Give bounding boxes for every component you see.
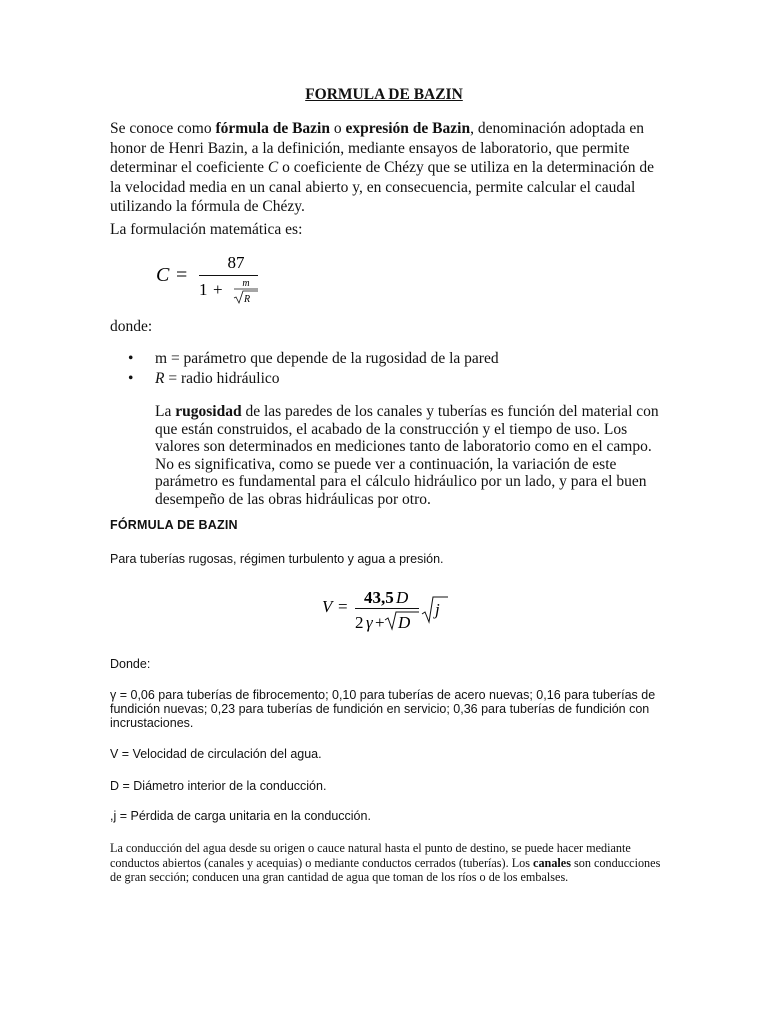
list-item: • R = radio hidráulico [128, 369, 280, 387]
formula-numerator: 87 [227, 253, 245, 272]
formula-plus: + [213, 280, 223, 299]
formula-r: R [244, 294, 251, 305]
formula-plus: + [375, 613, 385, 632]
gamma-symbol: γ [110, 688, 117, 702]
formula-d: D [398, 613, 411, 632]
bullet-icon: • [128, 369, 134, 387]
list-item: • m = parámetro que depende de la rugosidad de la pared [128, 350, 499, 367]
formula-num-var: D [396, 588, 409, 607]
v-definition: V = Velocidad de circulación del agua. [110, 747, 322, 761]
term-canales: canales [533, 855, 571, 870]
term-rugosidad: rugosidad [175, 403, 242, 420]
formula-m: m [242, 278, 250, 289]
chezy-coefficient-formula [150, 248, 270, 308]
parameter-list [110, 349, 670, 388]
formula-lhs-c: C [156, 264, 170, 286]
formula-two: 2 [355, 613, 364, 632]
bazin-velocity-formula [318, 582, 458, 640]
term-formula-bazin: fórmula de Bazin [215, 120, 330, 137]
formula-one: 1 [199, 280, 208, 299]
donde2-label: Donde: [110, 657, 151, 671]
term-expresion-bazin: expresión de Bazin [345, 120, 471, 137]
rugosidad-paragraph: La rugosidad de las paredes de los canales y tuberías es función del material con que están construidos, el acabado de la construcción y el tiempo de uso. Los valores son determinados en mediciones tanto de laboratorio como en el campo. No es significativa, como se puede ver a continuación, la variación de este parámetro es fundamental para el cálculo hidráulico por un lado, y para el buen desempeño de las obras hidráulicas por otro. [155, 403, 659, 508]
document-title: FORMULA DE BAZIN [305, 86, 463, 103]
donde-label: donde: [110, 318, 153, 335]
formula-j: j [435, 600, 440, 619]
d-definition: D = Diámetro interior de la conducción. [110, 779, 327, 793]
formula-equals: = [338, 597, 348, 616]
section-subtitle: Para tuberías rugosas, régimen turbulento y agua a presión. [110, 552, 444, 566]
section-heading: FÓRMULA DE BAZIN [110, 518, 238, 532]
bullet-icon: • [128, 350, 134, 367]
formula-num-value: 43,5 [364, 588, 394, 607]
gamma-definition: γ = 0,06 para tuberías de fibrocemento; 0,10 para tuberías de acero nuevas; 0,16 para tuberías de fundición nuevas; 0,23 para tuberías de fundición en servicio; 0,36 para tuberías de fundición con incrustaciones. [110, 688, 656, 730]
conduccion-paragraph: La conducción del agua desde su origen o cauce natural hasta el punto de destino, se puede hacer mediante conductos abiertos (canales y acequias) o mediante conductos cerrados (tuberías). Los canales son conducciones de gran sección; conducen una gran cantidad de agua que toman de los ríos o de los embalses. [110, 841, 661, 885]
formula-lhs-v: V [322, 597, 333, 616]
formula-gamma: γ [366, 613, 373, 632]
formulation-label: La formulación matemática es: [110, 221, 303, 238]
coefficient-c: C [267, 159, 279, 176]
intro-paragraph: Se conoce como fórmula de Bazin o expresión de Bazin, denominación adoptada en honor de Henri Bazin, a la definición, mediante ensayos de laboratorio, que permite determinar el coeficiente C o coeficiente de Chézy que se utiliza en la determinación de la velocidad media en un canal abierto y, en consecuencia, permite calcular el caudal utilizando la fórmula de Chézy. [110, 120, 654, 215]
formula-equals: = [176, 264, 188, 286]
j-definition: ,j = Pérdida de carga unitaria en la conducción. [110, 809, 371, 823]
